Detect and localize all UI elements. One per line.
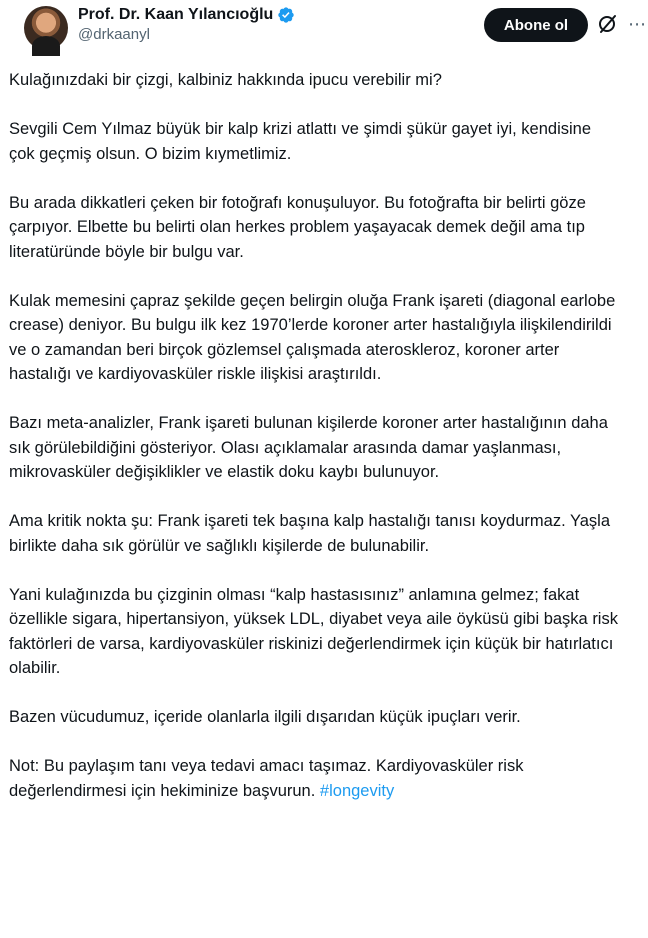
grok-icon[interactable] [596,12,620,36]
follow-button[interactable]: Abone ol [484,8,588,42]
author-block [78,6,295,43]
post-body [9,68,621,828]
author-handle[interactable]: @drkaanyl [78,26,150,43]
post-header [14,0,646,56]
post-note-text: Not: Bu paylaşım tanı veya tedavi amacı taşımaz. Kardiyovasküler risk değerlendirmesi için hekiminize başvurun. [9,757,524,800]
post-paragraph-last [9,754,621,803]
post-paragraph: Kulağınızdaki bir çizgi, kalbiniz hakkında ipucu verebilir mi? [9,71,442,89]
post-paragraph: Ama kritik nokta şu: Frank işareti tek başına kalp hastalığı tanısı koydurmaz. Yaşla birlikte daha sık görülür ve sağlıklı kişilerde de bulunabilir. [9,512,610,555]
post-paragraph: Bu arada dikkatleri çeken bir fotoğrafı konuşuluyor. Bu fotoğrafta bir belirti göze çarpıyor. Elbette bu belirti olan herkes problem yaşayacak demek değil ama tıp literatüründe böyle bir bulgu var. [9,193,586,261]
hashtag-link[interactable]: #longevity [319,781,395,800]
avatar[interactable] [24,6,68,50]
post-paragraph: Bazı meta-analizler, Frank işareti bulunan kişilerde koroner arter hastalığının daha sık görülebildiğini gösteriyor. Olası açıklamalar arasında damar yaşlanması, mikrovasküler değişiklikler ve elastik doku kaybı bulunuyor. [9,414,608,481]
post-paragraph: Sevgili Cem Yılmaz büyük bir kalp krizi atlattı ve şimdi şükür gayet iyi, kendisine çok geçmiş olsun. O bizim kıymetlimiz. [9,120,592,163]
post-paragraph: Yani kulağınızda bu çizginin olması “kalp hastasısınız” anlamına gelmez; fakat özellikle sigara, hipertansiyon, yüksek LDL, diyabet veya aile öyküsü gibi başka risk faktörleri de varsa, kardiyovasküler riskinizi değerlendirmek için küçük bir hatırlatıcı olabilir. [9,585,618,677]
verified-badge-icon [277,6,295,24]
post-paragraph: Kulak memesini çapraz şekilde geçen belirgin oluğa Frank işareti (diagonal earlobe crease) deniyor. Bu bulgu ilk kez 1970’lerde koroner arter hastalığıyla ilişkilendirildi ve o zamandan beri birçok gözlemsel çalışmada ateroskleroz, koroner arter hastalığı ve kardiyovasküler riskle ilişkisi araştırıldı. [9,291,616,383]
post-paragraph: Bazen vücudumuz, içeride olanlarla ilgili dışarıdan küçük ipuçları verir. [9,708,521,726]
author-display-name[interactable]: Prof. Dr. Kaan Yılancıoğlu [78,6,274,23]
more-options-icon[interactable]: ⋯ [628,14,646,34]
author-name-row [78,6,295,24]
